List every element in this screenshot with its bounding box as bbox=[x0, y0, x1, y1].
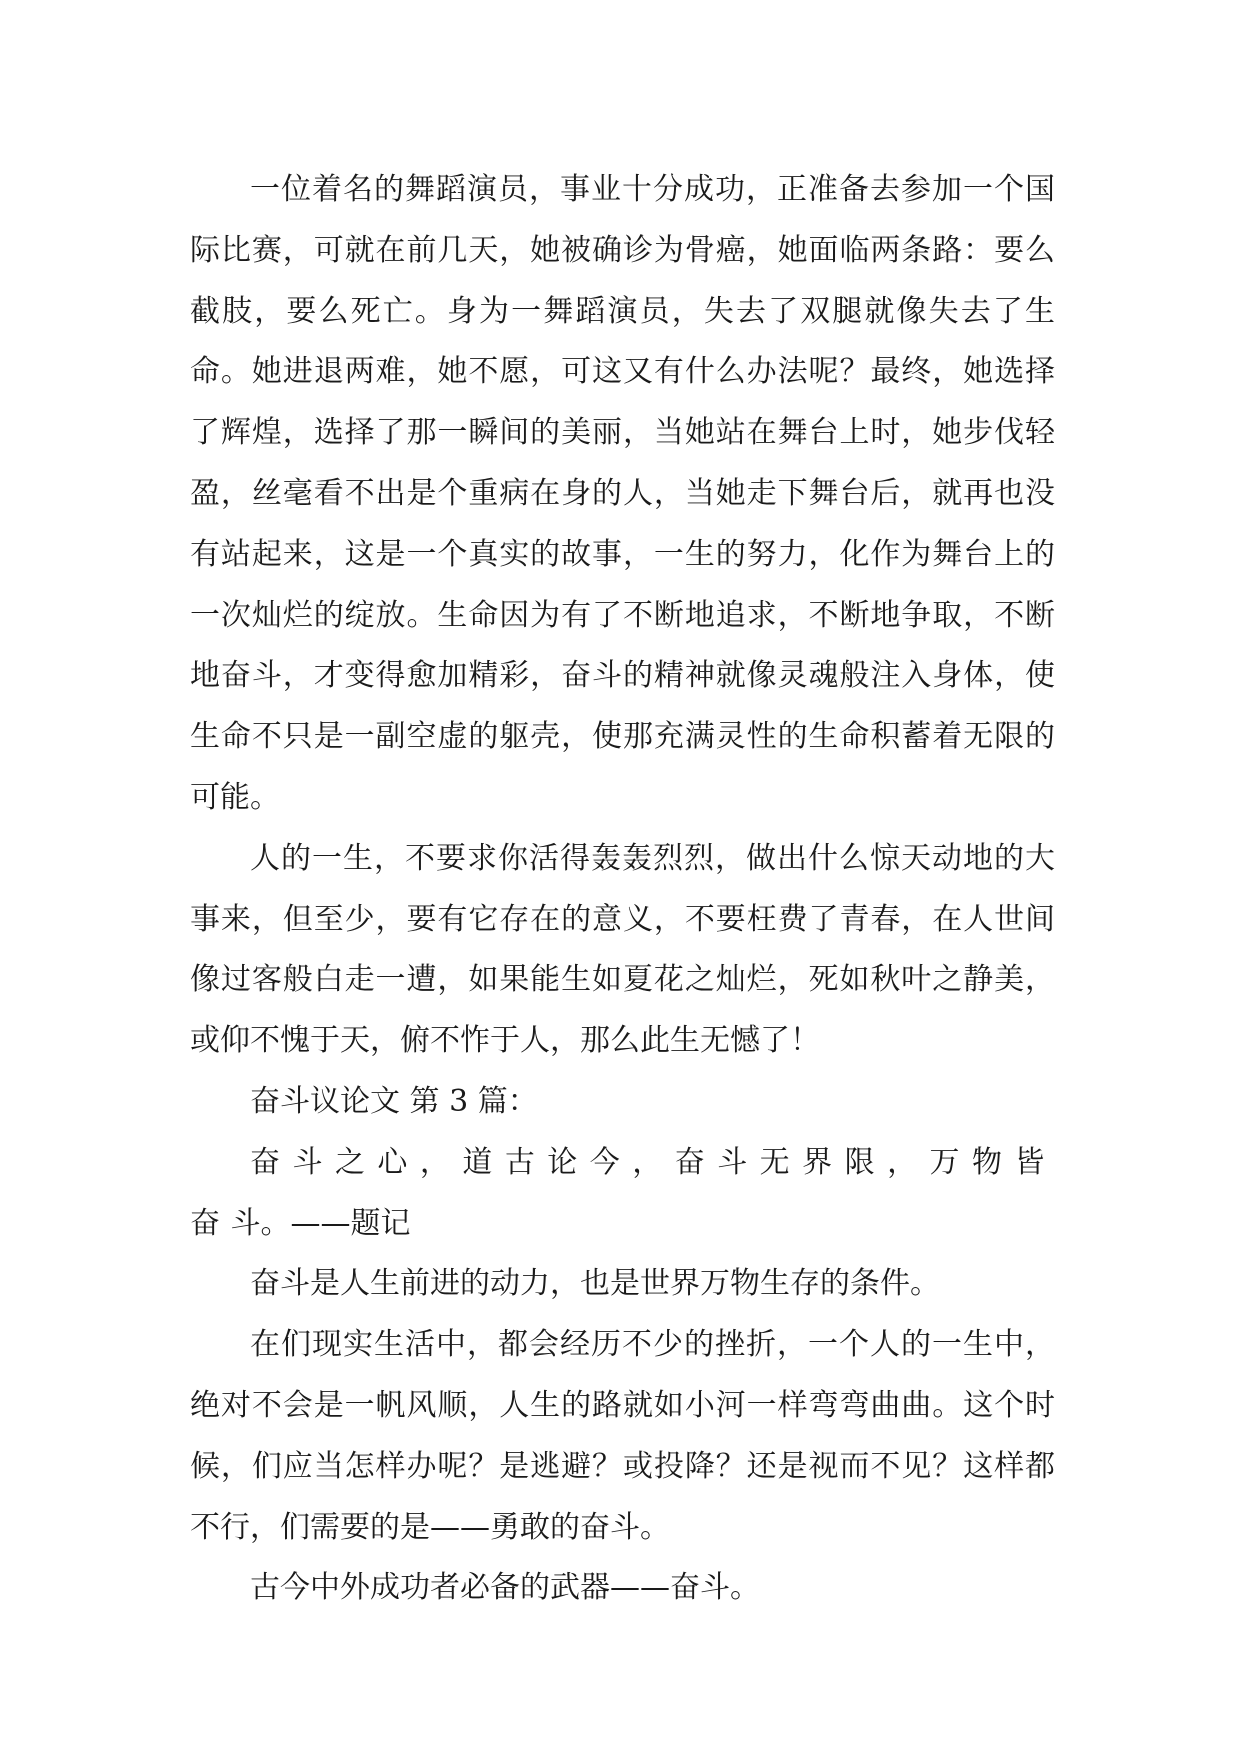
document-body bbox=[190, 160, 1055, 1619]
paragraph-setbacks: 在们现实生活中，都会经历不少的挫折，一个人的一生中，绝对不会是一帆风顺，人生的路就如小河一样弯弯曲曲。这个时候，们应当怎样办呢？是逃避？或投降？还是视而不见？这样都不行，们需要的是——勇敢的奋斗。 bbox=[190, 1327, 1055, 1545]
paragraph-weapon: 古今中外成功者必备的武器——奋斗。 bbox=[250, 1570, 760, 1606]
epigraph-tail: 斗。——题记 bbox=[230, 1205, 411, 1241]
epigraph-main: 奋斗之心，道古论今，奋斗无界限，万物皆奋 bbox=[190, 1144, 1055, 1241]
epigraph bbox=[190, 1133, 1055, 1255]
paragraph-dancer-story: 一位着名的舞蹈演员，事业十分成功，正准备去参加一个国际比赛，可就在前几天，她被确诊为骨癌，她面临两条路：要么截肢，要么死亡。身为一舞蹈演员，失去了双腿就像失去了生命。她进退两难，她不愿，可这又有什么办法呢？最终，她选择了辉煌，选择了那一瞬间的美丽，当她站在舞台上时，她步伐轻盈，丝毫看不出是个重病在身的人，当她走下舞台后，就再也没有站起来，这是一个真实的故事，一生的努力，化作为舞台上的一次灿烂的绽放。生命因为有了不断地追求，不断地争取，不断地奋斗，才变得愈加精彩，奋斗的精神就像灵魂般注入身体，使生命不只是一副空虚的躯壳，使那充满灵性的生命积蓄着无限的可能。 bbox=[190, 172, 1055, 815]
section-heading: 奋斗议论文 第 3 篇： bbox=[250, 1083, 538, 1119]
paragraph-life-meaning: 人的一生，不要求你活得轰轰烈烈，做出什么惊天动地的大事来，但至少，要有它存在的意义，不要枉费了青春，在人世间像过客般白走一遭，如果能生如夏花之灿烂，死如秋叶之静美，或仰不愧于天，俯不怍于人，那么此生无憾了！ bbox=[190, 840, 1055, 1059]
paragraph-struggle-power: 奋斗是人生前进的动力，也是世界万物生存的条件。 bbox=[250, 1266, 940, 1302]
